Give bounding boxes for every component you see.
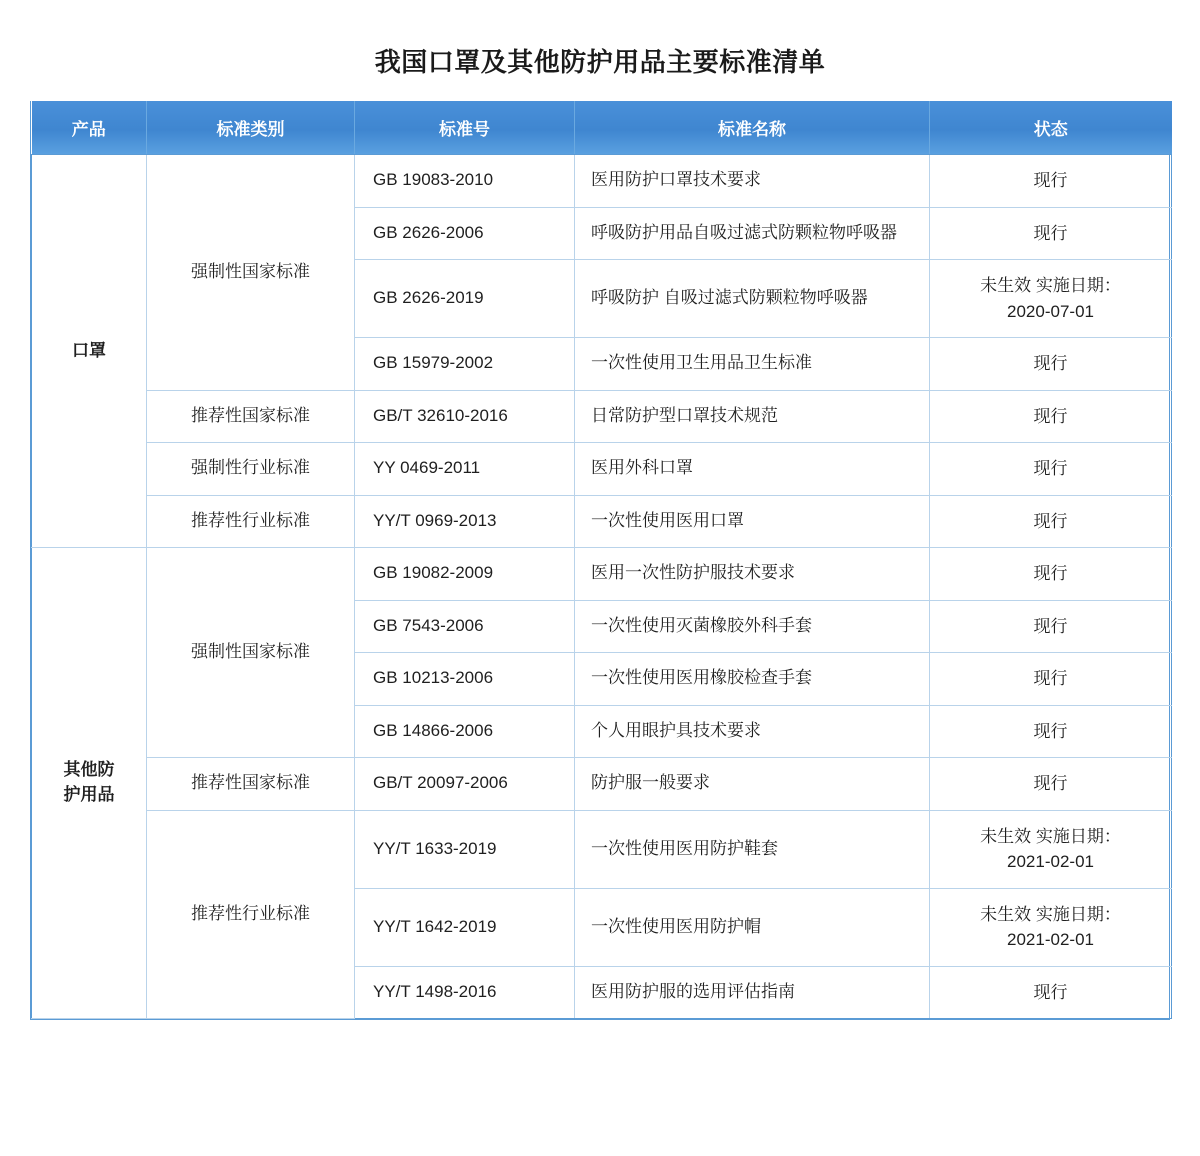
standard-name: 呼吸防护 自吸过滤式防颗粒物呼吸器 bbox=[575, 260, 930, 338]
table-row bbox=[32, 495, 1172, 548]
table-header bbox=[32, 101, 1172, 155]
category-recommended-national-ppe: 推荐性国家标准 bbox=[147, 758, 355, 811]
standard-name: 呼吸防护用品自吸过滤式防颗粒物呼吸器 bbox=[575, 207, 930, 260]
standard-status: 现行 bbox=[930, 390, 1172, 443]
page-title: 我国口罩及其他防护用品主要标准清单 bbox=[374, 47, 826, 77]
standard-status: 现行 bbox=[930, 338, 1172, 391]
table-row bbox=[32, 810, 1172, 888]
table-row bbox=[32, 390, 1172, 443]
standard-code: GB 2626-2019 bbox=[355, 260, 575, 338]
standard-code: GB 14866-2006 bbox=[355, 705, 575, 758]
standard-code: GB 19082-2009 bbox=[355, 548, 575, 601]
status-line-2: 2020-07-01 bbox=[1007, 301, 1094, 321]
standard-status: 现行 bbox=[930, 155, 1172, 208]
category-recommended-industry-masks: 推荐性行业标准 bbox=[147, 495, 355, 548]
table-row bbox=[32, 548, 1172, 601]
standard-code: GB/T 20097-2006 bbox=[355, 758, 575, 811]
standard-status: 现行 bbox=[930, 758, 1172, 811]
standard-status bbox=[930, 260, 1172, 338]
standards-table-container bbox=[30, 101, 1170, 1020]
product-group-masks: 口罩 bbox=[32, 155, 147, 548]
column-header-product: 产品 bbox=[32, 101, 147, 155]
category-mandatory-national-ppe: 强制性国家标准 bbox=[147, 548, 355, 758]
standard-status: 现行 bbox=[930, 653, 1172, 706]
standard-code: GB 7543-2006 bbox=[355, 600, 575, 653]
table-row bbox=[32, 443, 1172, 496]
standard-name: 医用一次性防护服技术要求 bbox=[575, 548, 930, 601]
category-recommended-national-masks: 推荐性国家标准 bbox=[147, 390, 355, 443]
standard-name: 防护服一般要求 bbox=[575, 758, 930, 811]
standard-name: 个人用眼护具技术要求 bbox=[575, 705, 930, 758]
standard-code: YY/T 1633-2019 bbox=[355, 810, 575, 888]
category-recommended-industry-ppe: 推荐性行业标准 bbox=[147, 810, 355, 1019]
standard-status: 现行 bbox=[930, 966, 1172, 1019]
table-body bbox=[32, 155, 1172, 1019]
status-line-1: 未生效 实施日期： bbox=[980, 276, 1121, 295]
standard-code: YY/T 0969-2013 bbox=[355, 495, 575, 548]
standard-status: 现行 bbox=[930, 207, 1172, 260]
standard-code: YY/T 1498-2016 bbox=[355, 966, 575, 1019]
table-row bbox=[32, 155, 1172, 208]
standard-status bbox=[930, 888, 1172, 966]
category-mandatory-national-masks: 强制性国家标准 bbox=[147, 155, 355, 391]
column-header-code: 标准号 bbox=[355, 101, 575, 155]
standard-code: YY/T 1642-2019 bbox=[355, 888, 575, 966]
column-header-name: 标准名称 bbox=[575, 101, 930, 155]
standard-status: 现行 bbox=[930, 548, 1172, 601]
standard-status: 现行 bbox=[930, 495, 1172, 548]
standard-name: 一次性使用医用口罩 bbox=[575, 495, 930, 548]
standard-code: GB 15979-2002 bbox=[355, 338, 575, 391]
standard-status: 现行 bbox=[930, 600, 1172, 653]
standard-status: 现行 bbox=[930, 705, 1172, 758]
standard-name: 一次性使用灭菌橡胶外科手套 bbox=[575, 600, 930, 653]
standard-name: 一次性使用卫生用品卫生标准 bbox=[575, 338, 930, 391]
standard-name: 一次性使用医用防护鞋套 bbox=[575, 810, 930, 888]
column-header-category: 标准类别 bbox=[147, 101, 355, 155]
standard-name: 医用外科口罩 bbox=[575, 443, 930, 496]
standard-name: 医用防护口罩技术要求 bbox=[575, 155, 930, 208]
standard-status bbox=[930, 810, 1172, 888]
standard-code: GB 2626-2006 bbox=[355, 207, 575, 260]
standards-table bbox=[31, 101, 1172, 1019]
category-mandatory-industry-masks: 强制性行业标准 bbox=[147, 443, 355, 496]
status-line-1: 未生效 实施日期： bbox=[980, 904, 1121, 924]
standard-code: YY 0469-2011 bbox=[355, 443, 575, 496]
standard-name: 医用防护服的选用评估指南 bbox=[575, 966, 930, 1019]
product-group-other-ppe bbox=[32, 548, 147, 1019]
table-row bbox=[32, 758, 1172, 811]
table-header-row bbox=[32, 101, 1172, 155]
standard-code: GB 10213-2006 bbox=[355, 653, 575, 706]
status-line-2: 2021-02-01 bbox=[1007, 852, 1094, 871]
standard-code: GB/T 32610-2016 bbox=[355, 390, 575, 443]
standard-name: 一次性使用医用橡胶检查手套 bbox=[575, 653, 930, 706]
status-line-1: 未生效 实施日期： bbox=[980, 826, 1121, 846]
standard-name: 一次性使用医用防护帽 bbox=[575, 888, 930, 966]
product-group-line-2: 护用品 bbox=[63, 785, 115, 804]
status-line-2: 2021-02-01 bbox=[1007, 930, 1094, 949]
standard-name: 日常防护型口罩技术规范 bbox=[575, 390, 930, 443]
product-group-line-1: 其他防 bbox=[63, 760, 115, 780]
standard-code: GB 19083-2010 bbox=[355, 155, 575, 208]
standard-status: 现行 bbox=[930, 443, 1172, 496]
column-header-status: 状态 bbox=[930, 101, 1172, 155]
